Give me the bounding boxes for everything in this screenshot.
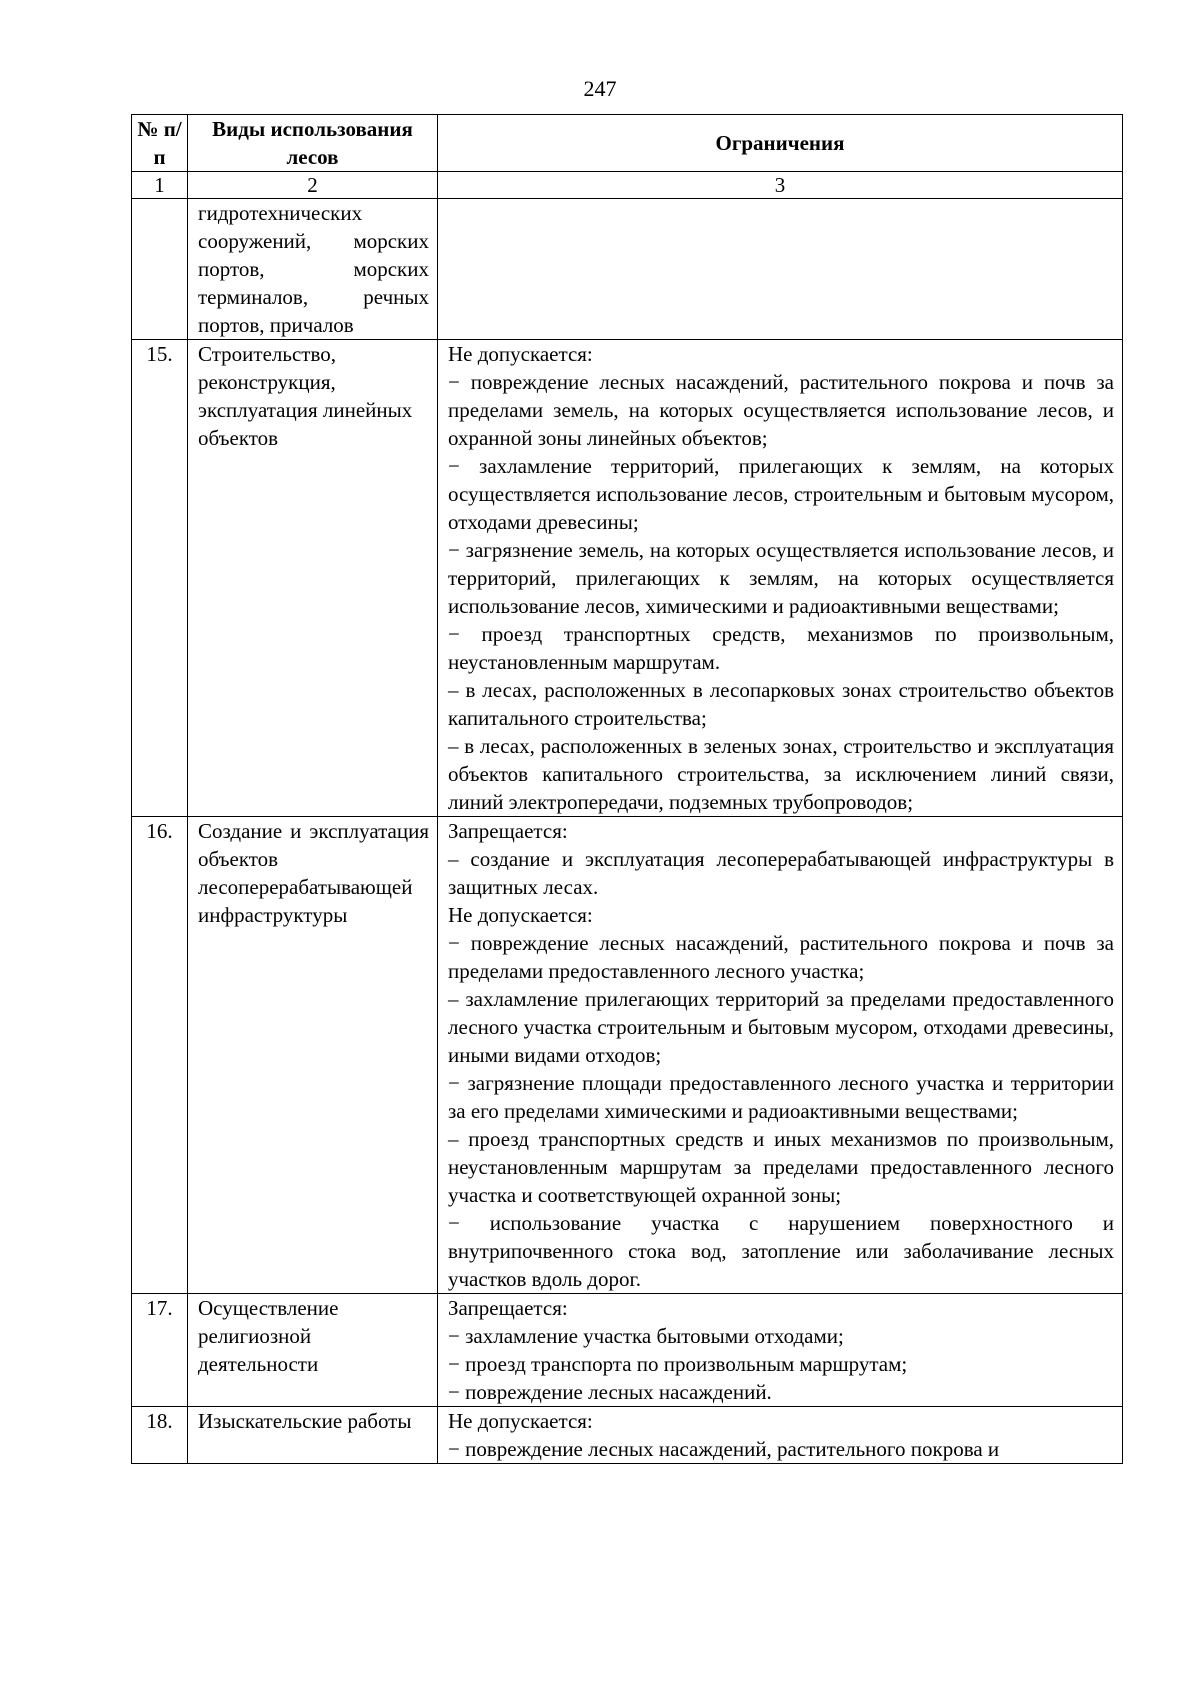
row-restrictions — [438, 340, 1123, 817]
restriction-item: − повреждение лесных насаждений. — [448, 1380, 772, 1404]
row-usage-type: Осуществление религиозной деятельности — [188, 1294, 438, 1407]
column-number-2: 2 — [188, 172, 438, 199]
row-number: 17. — [132, 1294, 188, 1407]
restriction-item: − повреждение лесных насаждений, растительного покрова и почв за пределами предоставленного лесного участка; — [448, 931, 1114, 983]
row-number: 15. — [132, 340, 188, 817]
column-number-1: 1 — [132, 172, 188, 199]
restriction-item: – захламление прилегающих территорий за пределами предоставленного лесного участка строительным и бытовым мусором, отходами древесины, иными видами отходов; — [448, 987, 1114, 1067]
restriction-item: − проезд транспорта по произвольным маршрутам; — [448, 1352, 908, 1376]
restriction-item: – в лесах, расположенных в зеленых зонах, строительство и эксплуатация объектов капитального строительства, за исключением линий связи, линий электропередачи, подземных трубопроводов; — [448, 734, 1114, 814]
table-row — [132, 1407, 1123, 1464]
table-row — [132, 817, 1123, 1294]
restriction-item: − загрязнение земель, на которых осуществляется использование лесов, и территорий, прилегающих к землям, на которых осуществляется использование лесов, химическими и радиоактивными веществами; — [448, 538, 1114, 618]
restriction-item: – проезд транспортных средств и иных механизмов по произвольным, неустановленным маршрутам за пределами предоставленного лесного участка и соответствующей охранной зоны; — [448, 1127, 1114, 1207]
table-row — [132, 1294, 1123, 1407]
column-number-3: 3 — [438, 172, 1123, 199]
column-number-row — [132, 172, 1123, 199]
restriction-item: − загрязнение площади предоставленного лесного участка и территории за его пределами химическими и радиоактивными веществами; — [448, 1071, 1114, 1123]
forest-use-restrictions-table — [131, 114, 1123, 1464]
row-restrictions — [438, 817, 1123, 1294]
restriction-item: – в лесах, расположенных в лесопарковых зонах строительство объектов капитального строительства; — [448, 678, 1114, 730]
row-number: 16. — [132, 817, 188, 1294]
row-usage-type: Изыскательские работы — [188, 1407, 438, 1464]
restriction-item: − повреждение лесных насаждений, растительного покрова и почв за пределами земель, на которых осуществляется использование лесов, и охранной зоны линейных объектов; — [448, 370, 1114, 450]
restriction-heading: Не допускается: — [448, 342, 593, 366]
restriction-item: − проезд транспортных средств, механизмов по произвольным, неустановленным маршрутам. — [448, 622, 1114, 674]
row-restrictions — [438, 1294, 1123, 1407]
header-num: № п/п — [132, 115, 188, 172]
row-restrictions — [438, 1407, 1123, 1464]
restriction-heading: Не допускается: — [448, 1409, 593, 1433]
restriction-item: − захламление участка бытовыми отходами; — [448, 1324, 844, 1348]
restriction-item: − повреждение лесных насаждений, растительного покрова и — [448, 1437, 1000, 1461]
header-type: Виды использования лесов — [188, 115, 438, 172]
header-row — [132, 115, 1123, 172]
page-number: 247 — [583, 76, 617, 101]
header-restrictions: Ограничения — [438, 115, 1123, 172]
restriction-item: − захламление территорий, прилегающих к землям, на которых осуществляется использование лесов, строительным и бытовым мусором, отходами древесины; — [448, 454, 1114, 534]
row-restrictions — [438, 199, 1123, 340]
table-row — [132, 340, 1123, 817]
restriction-heading: Запрещается: — [448, 819, 568, 843]
row-number — [132, 199, 188, 340]
restriction-item: – создание и эксплуатация лесоперерабатывающей инфраструктуры в защитных лесах. — [448, 847, 1114, 899]
row-usage-type: Строительство, реконструкция, эксплуатация линейных объектов — [188, 340, 438, 817]
row-number: 18. — [132, 1407, 188, 1464]
row-usage-type: гидротехнических сооружений, морских портов, морских терминалов, речных портов, причалов — [188, 199, 438, 340]
restriction-item: − использование участка с нарушением поверхностного и внутрипочвенного стока вод, затопление или заболачивание лесных участков вдоль дорог. — [448, 1211, 1114, 1291]
row-usage-type: Создание и эксплуатация объектов лесоперерабатывающей инфраструктуры — [188, 817, 438, 1294]
restriction-heading: Запрещается: — [448, 1296, 568, 1320]
table-row — [132, 199, 1123, 340]
restriction-heading: Не допускается: — [448, 903, 593, 927]
